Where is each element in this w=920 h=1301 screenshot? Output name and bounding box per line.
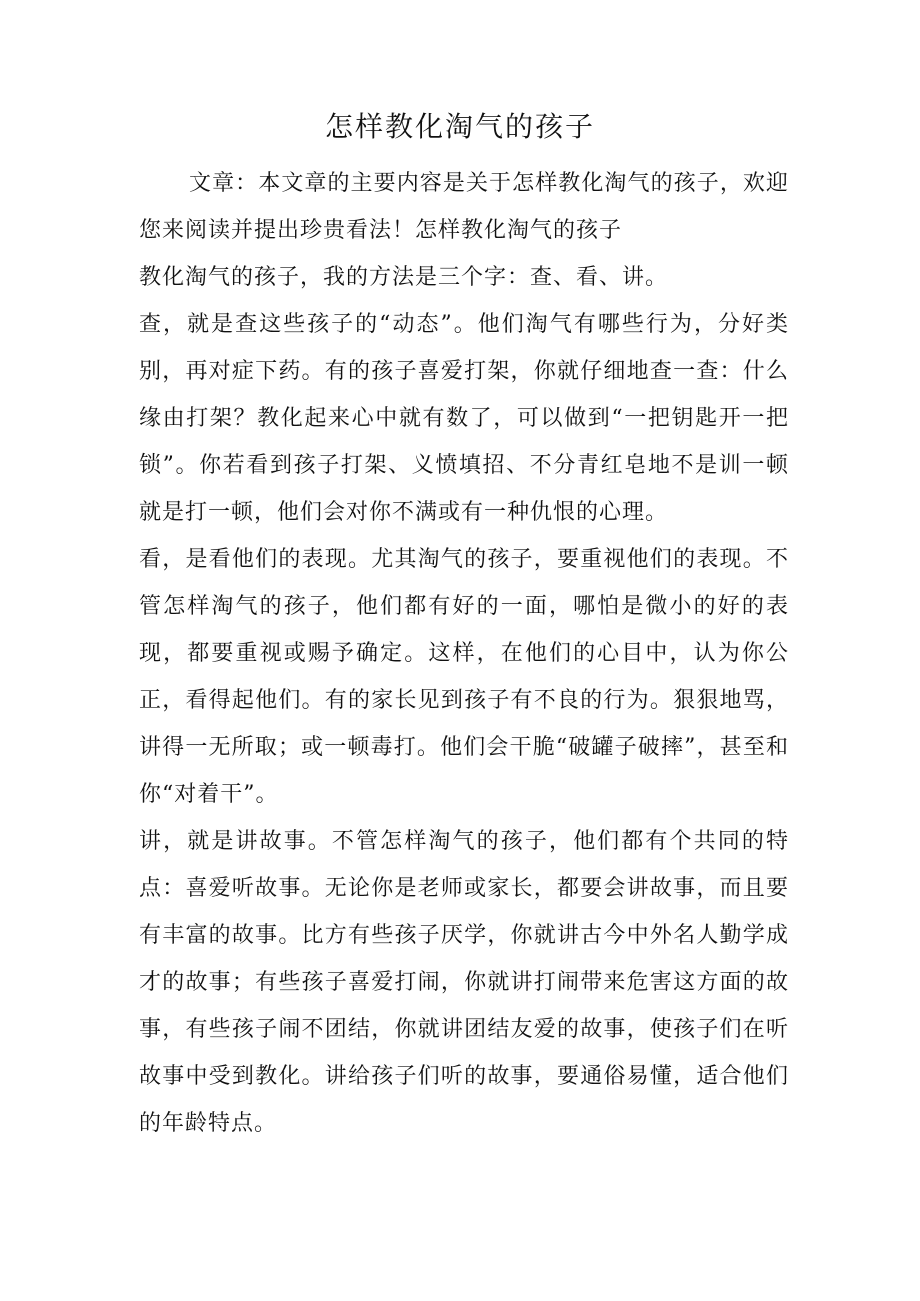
document-title: 怎样教化淘气的孩子 [324,110,595,143]
intro-paragraph: 文章：本文章的主要内容是关于怎样教化淘气的孩子，欢迎您来阅读并提出珍贵看法！怎样教化淘气的孩子 [139,171,789,243]
check-paragraph: 查，就是查这些孩子的“动态”。他们淘气有哪些行为，分好类别，再对症下药。有的孩子喜爱打架，你就仔细地查一查：什么缘由打架？教化起来心中就有数了，可以做到“一把钥匙开一把锁”。你若看到孩子打架、义愤填招、不分青红皂地不是训一顿就是打一顿，他们会对你不满或有一种仇恨的心理。 [139,312,789,525]
storytelling-paragraph: 讲，就是讲故事。不管怎样淘气的孩子，他们都有个共同的特点：喜爱听故事。无论你是老师或家长，都要会讲故事，而且要有丰富的故事。比方有些孩子厌学，你就讲古今中外名人勤学成才的故事；有些孩子喜爱打闹，你就讲打闹带来危害这方面的故事，有些孩子闹不团结，你就讲团结友爱的故事，使孩子们在听故事中受到教化。讲给孩子们听的故事，要通俗易懂，适合他们的年龄特点。 [139,829,789,1136]
document-body [139,160,789,1147]
observe-paragraph: 看，是看他们的表现。尤其淘气的孩子，要重视他们的表现。不管怎样淘气的孩子，他们都有好的一面，哪怕是微小的好的表现，都要重视或赐予确定。这样，在他们的心目中，认为你公正，看得起他们。有的家长见到孩子有不良的行为。狠狠地骂，讲得一无所取；或一顿毒打。他们会干脆“破罐子破摔”，甚至和你“对着干”。 [139,547,789,807]
method-summary-paragraph: 教化淘气的孩子，我的方法是三个字：查、看、讲。 [139,265,669,290]
